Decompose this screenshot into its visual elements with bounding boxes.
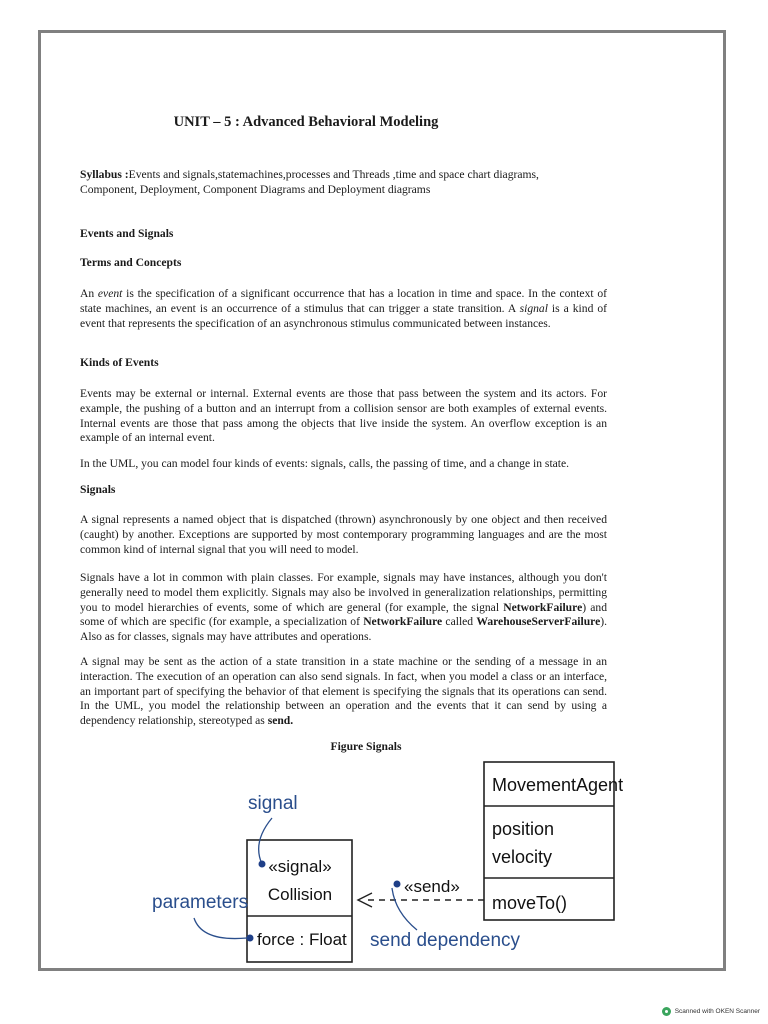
scanner-text: Scanned with OKEN Scanner <box>674 1008 760 1015</box>
signal-dot <box>259 861 266 868</box>
agent-attribute-velocity: velocity <box>492 847 553 867</box>
heading-kinds-of-events: Kinds of Events <box>80 356 159 369</box>
agent-attribute-position: position <box>492 819 555 839</box>
term-send: send. <box>267 714 294 728</box>
agent-name: MovementAgent <box>492 775 624 795</box>
collision-attribute: force : Float <box>257 930 347 949</box>
syllabus <box>80 168 550 198</box>
paragraph-signal-definition: A signal represents a named object that is dispatched (thrown) asynchronously by one object and then received (caught) by another. Exceptions are supported by most contemporary programming languages and are the most common kind of internal signal that you will need to model. <box>80 513 607 556</box>
page-title: UNIT – 5 : Advanced Behavioral Modeling <box>173 114 439 130</box>
text-run: is the specification of a significant occurrence that has a location in time and space. In the context of state machines, an event is an occurrence of a stimulus that can trigger a state transition. A <box>80 287 607 315</box>
text-run: ). Also as for classes, signals may have attributes and operations. <box>80 615 607 644</box>
scanner-watermark <box>662 1007 760 1016</box>
send-dot <box>394 881 401 888</box>
term-networkfailure: NetworkFailure <box>363 615 443 629</box>
signal-annotation: signal <box>248 793 298 814</box>
syllabus-text: Events and signals,statemachines,processes and Threads ,time and space chart diagrams, Component, Deployment, Component Diagrams and Deployment diagrams <box>80 168 539 196</box>
collision-name: Collision <box>267 885 333 904</box>
paragraph-four-kinds: In the UML, you can model four kinds of events: signals, calls, the passing of time, and a change in state. <box>80 457 570 470</box>
heading-events-signals: Events and Signals <box>80 227 174 240</box>
term-warehouseserverfailure: WarehouseServerFailure <box>476 615 601 629</box>
paragraph-signals-classes <box>80 571 607 645</box>
parameters-annotation: parameters <box>152 892 249 913</box>
paragraph-event-definition <box>80 287 607 331</box>
paragraph-external-internal: Events may be external or internal. External events are those that pass between the system and its actors. For example, the pushing of a button and an interrupt from a collision sensor are both examples of external events. Internal events are those that pass among the objects that live inside the system. An overflow exception is an example of an internal event. <box>80 387 607 445</box>
text-run: is a kind of event that represents the specification of an asynchronous stimulus communicated between instances. <box>80 301 607 330</box>
heading-signals: Signals <box>80 483 116 496</box>
term-signal: signal <box>519 301 548 315</box>
term-event: event <box>97 287 123 300</box>
text-run: A signal may be sent as the action of a state transition in a state machine or the sending of a message in an interaction. The execution of an operation can also send signals. In fact, when you model a class or an interface, an important part of specifying the behavior of that element is specifying the signals that its operations can send. In the UML, you model the relationship between an operation and the events that it can send by using a dependency relationship, stereotyped as <box>80 655 607 728</box>
parameters-annotation-line <box>194 918 247 939</box>
collision-stereotype: «signal» <box>268 857 332 876</box>
term-networkfailure: NetworkFailure <box>503 600 583 614</box>
send-stereotype: «send» <box>404 877 460 896</box>
text-run: An <box>80 287 98 300</box>
scanner-logo-icon <box>662 1007 671 1016</box>
parameters-dot <box>247 935 254 942</box>
paragraph-signal-sending <box>80 655 607 729</box>
signals-diagram <box>110 752 630 970</box>
syllabus-label: Syllabus : <box>80 168 129 181</box>
send-dependency-annotation: send dependency <box>370 930 521 951</box>
figure-caption: Figure Signals <box>330 740 402 753</box>
heading-terms-concepts: Terms and Concepts <box>80 256 182 269</box>
text-run: ) and some of which are specific (for example, a specialization of <box>80 600 607 629</box>
agent-operation: moveTo() <box>492 893 568 913</box>
text-run: Signals have a lot in common with plain classes. For example, signals may have instances, although you don't generally need to model them explicitly. Signals may also be involved in generalization relationships, permitting you to model hierarchies of events, some of which are general (for example, the signal <box>80 571 607 614</box>
text-run: called <box>442 615 477 629</box>
